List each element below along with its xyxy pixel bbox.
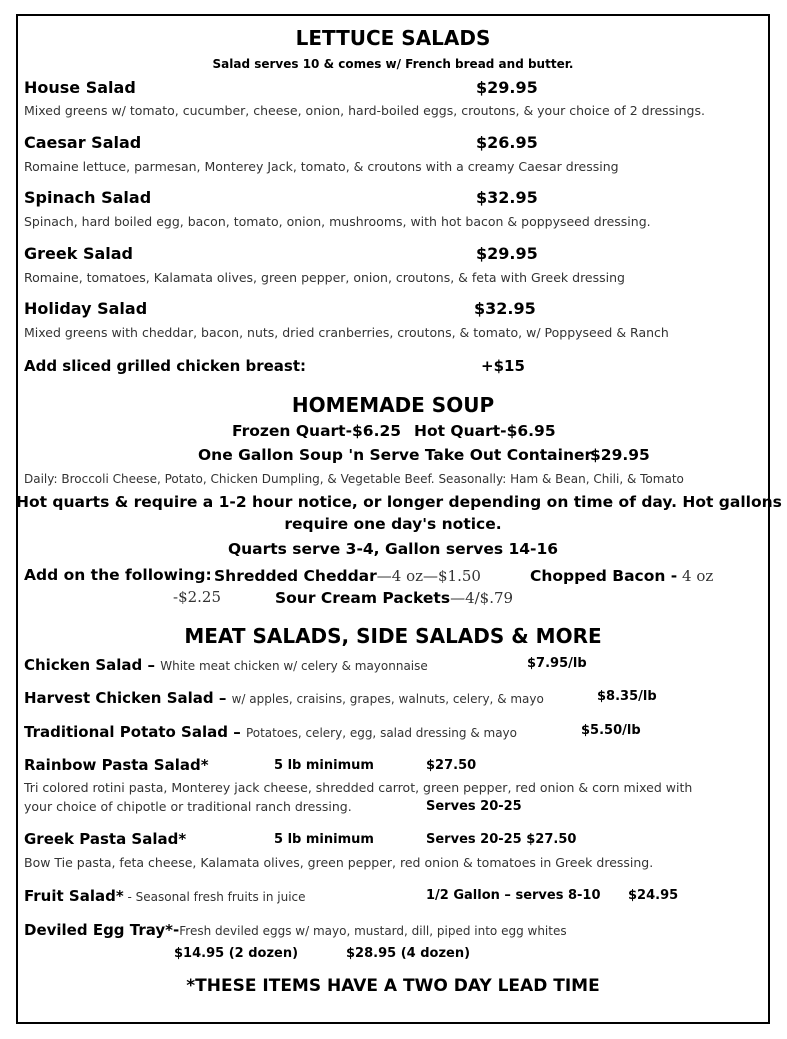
potato-salad-price: $5.50/lb — [581, 723, 641, 738]
lettuce-subtitle: Salad serves 10 & comes w/ French bread and butter. — [212, 57, 574, 71]
rainbow-pasta-name: Rainbow Pasta Salad* — [24, 756, 209, 774]
chicken-addon-price: +$15 — [481, 357, 525, 375]
hot-quart-price: Hot Quart-$6.95 — [414, 422, 556, 440]
spinach-salad-price: $32.95 — [476, 188, 538, 207]
deviled-egg-row — [24, 920, 567, 939]
harvest-salad-name: Harvest Chicken Salad – — [24, 689, 232, 707]
lead-time-notice: *THESE ITEMS HAVE A TWO DAY LEAD TIME — [186, 976, 600, 996]
rainbow-pasta-serves: Serves 20-25 — [426, 799, 522, 814]
cheddar-detail: —4 oz—$1.50 — [376, 567, 481, 585]
greek-pasta-name: Greek Pasta Salad* — [24, 830, 187, 848]
chicken-salad-row — [24, 655, 428, 674]
fruit-salad-desc: - Seasonal fresh fruits in juice — [123, 890, 306, 904]
caesar-salad-price: $26.95 — [476, 133, 538, 152]
spinach-salad-desc: Spinach, hard boiled egg, bacon, tomato, onion, mushrooms, with hot bacon & poppyseed dressing. — [24, 214, 651, 229]
gallon-container-label: One Gallon Soup 'n Serve Take Out Container — [198, 446, 593, 464]
house-salad-name: House Salad — [24, 78, 136, 97]
sour-cream-detail: —4/$.79 — [450, 589, 514, 607]
soup-daily-list: Daily: Broccoli Cheese, Potato, Chicken Dumpling, & Vegetable Beef. Seasonally: Ham & Bean, Chili, & Tomato — [24, 472, 684, 486]
chicken-salad-price: $7.95/lb — [527, 656, 587, 671]
bacon-addon — [530, 566, 713, 585]
chicken-addon-label: Add sliced grilled chicken breast: — [24, 357, 307, 375]
harvest-salad-price: $8.35/lb — [597, 689, 657, 704]
caesar-salad-desc: Romaine lettuce, parmesan, Monterey Jack, tomato, & croutons with a creamy Caesar dressing — [24, 159, 619, 174]
sour-cream-name: Sour Cream Packets — [275, 589, 451, 607]
rainbow-pasta-min: 5 lb minimum — [274, 758, 374, 773]
frozen-quart-price: Frozen Quart-$6.25 — [232, 422, 402, 440]
bacon-price: -$2.25 — [173, 588, 222, 606]
harvest-salad-row — [24, 688, 544, 707]
potato-salad-desc: Potatoes, celery, egg, salad dressing & mayo — [245, 726, 517, 740]
soup-notice-line2: require one day's notice. — [284, 515, 502, 533]
bacon-detail: 4 oz — [677, 567, 714, 585]
soup-addon-label: Add on the following: — [24, 566, 212, 584]
spinach-salad-name: Spinach Salad — [24, 188, 152, 207]
chicken-salad-desc: White meat chicken w/ celery & mayonnaise — [160, 659, 428, 673]
house-salad-desc: Mixed greens w/ tomato, cucumber, cheese, onion, hard-boiled eggs, croutons, & your choice of 2 dressings. — [24, 103, 705, 118]
cheddar-addon — [214, 566, 481, 585]
fruit-salad-price: $24.95 — [628, 888, 679, 903]
greek-pasta-desc: Bow Tie pasta, feta cheese, Kalamata olives, green pepper, red onion & tomatoes in Greek dressing. — [24, 855, 654, 870]
caesar-salad-name: Caesar Salad — [24, 133, 142, 152]
fruit-salad-row — [24, 886, 306, 905]
greek-pasta-serves: Serves 20-25 $27.50 — [426, 832, 577, 847]
rainbow-pasta-desc1: Tri colored rotini pasta, Monterey jack cheese, shredded carrot, green pepper, red onion & corn mixed with — [24, 780, 693, 795]
soup-serves: Quarts serve 3-4, Gallon serves 14-16 — [227, 540, 559, 558]
soup-title: HOMEMADE SOUP — [291, 393, 495, 417]
potato-salad-name: Traditional Potato Salad – — [24, 723, 246, 741]
chicken-salad-name: Chicken Salad – — [24, 656, 161, 674]
greek-salad-price: $29.95 — [476, 244, 538, 263]
soup-notice-line1: Hot quarts & require a 1-2 hour notice, or longer depending on time of day. Hot gallons — [16, 493, 782, 511]
harvest-salad-desc: w/ apples, craisins, grapes, walnuts, celery, & mayo — [231, 692, 544, 706]
deviled-egg-name: Deviled Egg Tray*- — [24, 921, 180, 939]
potato-salad-row — [24, 722, 517, 741]
sour-cream-addon — [275, 588, 513, 607]
fruit-salad-name: Fruit Salad* — [24, 887, 124, 905]
deviled-egg-price-2doz: $14.95 (2 dozen) — [174, 946, 299, 961]
greek-salad-desc: Romaine, tomatoes, Kalamata olives, green pepper, onion, croutons, & feta with Greek dressing — [24, 270, 625, 285]
house-salad-price: $29.95 — [476, 78, 538, 97]
deviled-egg-desc: Fresh deviled eggs w/ mayo, mustard, dill, piped into egg whites — [179, 924, 567, 938]
deviled-egg-price-4doz: $28.95 (4 dozen) — [346, 946, 471, 961]
fruit-salad-size: 1/2 Gallon – serves 8-10 — [426, 888, 601, 903]
greek-pasta-min: 5 lb minimum — [274, 832, 374, 847]
gallon-container-price: $29.95 — [590, 446, 650, 464]
greek-salad-name: Greek Salad — [24, 244, 133, 263]
holiday-salad-name: Holiday Salad — [24, 299, 148, 318]
meat-title: MEAT SALADS, SIDE SALADS & MORE — [184, 624, 602, 648]
bacon-name: Chopped Bacon - — [530, 567, 678, 585]
holiday-salad-desc: Mixed greens with cheddar, bacon, nuts, dried cranberries, croutons, & tomato, w/ Poppyseed & Ranch — [24, 325, 669, 340]
lettuce-title: LETTUCE SALADS — [295, 26, 491, 50]
holiday-salad-price: $32.95 — [474, 299, 536, 318]
cheddar-name: Shredded Cheddar — [214, 567, 377, 585]
rainbow-pasta-price: $27.50 — [426, 758, 477, 773]
rainbow-pasta-desc2: your choice of chipotle or traditional ranch dressing. — [24, 799, 352, 814]
